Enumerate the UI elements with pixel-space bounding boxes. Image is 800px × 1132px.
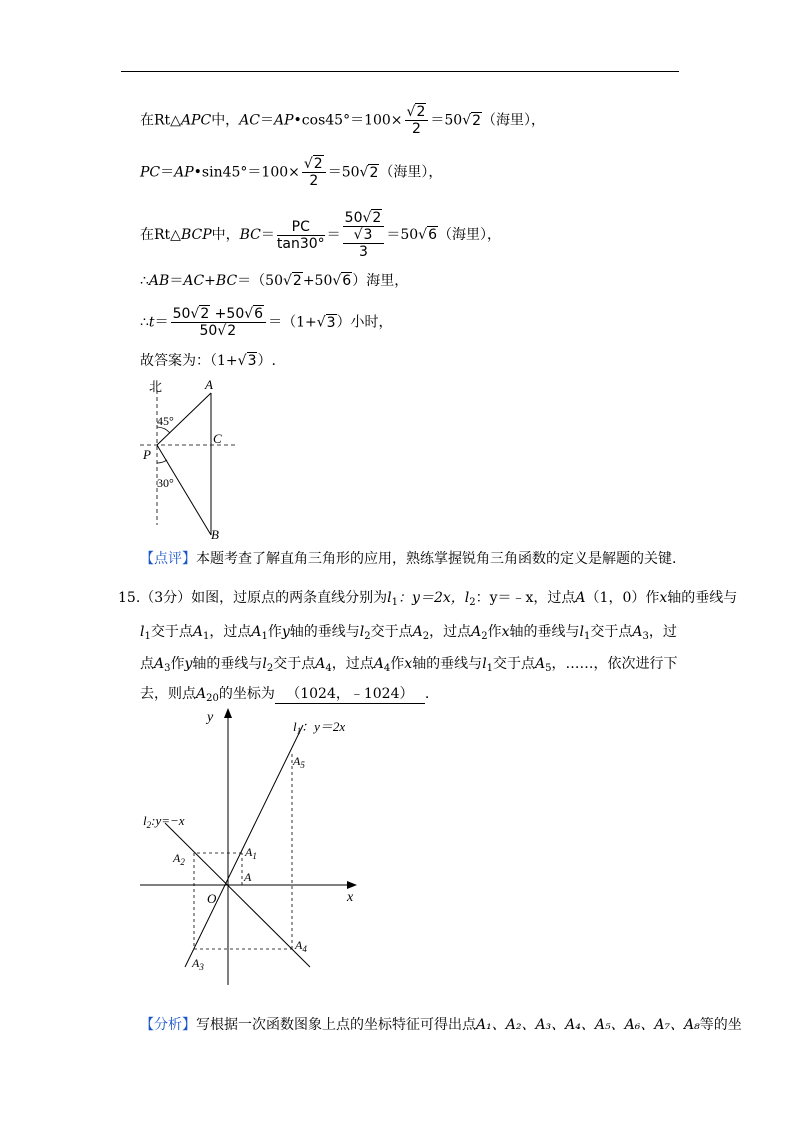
text: 的坐标为 [218,686,275,702]
line-l2 [165,823,310,967]
equation: ：y＝2x， [398,590,465,606]
line-name: l [579,624,585,640]
text: ＝ [326,227,341,243]
radicand: 3 [326,314,336,331]
line-name: l [359,624,365,640]
point: A [196,686,207,702]
text: （1，0）作 [585,590,660,606]
point: A [412,624,423,640]
subscript: 2 [481,631,488,642]
text: ＝（1+ [268,314,317,331]
coefficient: 50 [344,210,363,226]
text: 交于点 [370,624,413,640]
text: 作 [487,624,502,640]
radicand: 2 [200,306,210,322]
text: （海里）， [379,164,443,181]
comment [140,550,676,568]
point: A [315,656,326,672]
point-c-label: C [213,431,222,446]
q15-line-2 [140,623,677,646]
north-label: 北 [149,379,163,394]
text: ，过 [648,624,677,640]
text: 交于点 [150,624,193,640]
subscript: 4 [325,663,332,674]
denominator: 3 [359,244,368,260]
subscript: 1 [144,631,151,642]
angle-arc-30 [157,460,167,463]
bearing-diagram [135,375,245,545]
radicand: 6 [342,273,352,289]
point-a1-label: $A_1$ [245,845,257,861]
radicand: 2 [372,210,382,226]
text: 作 [267,624,282,640]
subscript: 2 [266,663,274,674]
text: ＝50 [327,164,360,181]
therefore-symbol: ∴ [140,273,149,289]
line-name: l [482,656,487,672]
text: •cos45°＝100× [293,112,403,129]
subscript: 4 [383,663,391,674]
segment-pb [157,445,211,535]
text: ，过点 [331,656,374,672]
coordinate-diagram [135,705,375,995]
axis: x [659,590,668,606]
segment: AC [239,112,261,129]
fraction [277,219,325,252]
text: 去，则点 [140,686,196,702]
text: ）小时， [336,314,393,331]
line-name: l [387,590,392,606]
text: ）. [257,353,276,369]
segment: AP [174,164,194,181]
subscript: 20 [206,693,219,704]
point-b-label: B [211,527,219,542]
solution-line-2: PC＝AP•sin45°＝100× $\frac{√2}{2}$ ＝50√2（海里）， [140,156,443,189]
text: + [204,273,216,289]
text: ＝ [154,314,169,331]
fraction: $\frac{√2}{2}$ [302,156,326,189]
point: A [575,590,586,606]
triangle-name: APC [180,112,212,129]
point: A [154,656,165,672]
subscript: 3 [164,663,171,674]
solution-line-4: ∴AB＝AC+BC＝（50√2+50√6）海里， [140,273,409,289]
point: A [535,656,546,672]
text: 在Rt△ [140,227,181,243]
radicand: 3 [247,353,257,369]
denominator: 2 [309,173,319,189]
subscript: 1 [486,663,494,674]
text: . [424,686,430,702]
radicand: 6 [254,306,264,322]
axis: x [501,624,510,640]
point: A [632,624,643,640]
coefficient: +50 [210,306,245,322]
subscript: 5 [545,663,552,674]
radicand: 2 [369,164,379,181]
radicand: 2 [472,112,482,129]
text: •sin45°＝100× [193,164,300,181]
point-a-label: A [205,377,213,392]
point-a3-label: $A_3$ [192,956,204,972]
text: 轴的垂线与 [667,590,738,606]
text: ＝（50 [237,273,283,289]
answer-blank: （1024，﹣1024） [275,685,425,704]
segment: AB [148,273,170,289]
text: 轴的垂线与 [192,656,263,672]
axis: x [404,656,413,672]
segment: BC [215,273,238,289]
text: ＝ [260,112,275,129]
text: ＝ [260,227,275,243]
fraction: $\frac{50√2 +50√6}{50√2}$ [171,306,267,339]
line-name: l [262,656,267,672]
denominator: tan30° [276,235,325,252]
l2-label: $l_2:y=-x$ [143,813,185,830]
subscript: 1 [584,631,591,642]
y-axis-label: y [207,710,214,725]
solution-line-5: ∴t＝ $\frac{50√2 +50√6}{50√2}$ ＝（1+√3）小时， [140,306,393,339]
point: A [251,624,262,640]
point-a4-label: $A_4$ [295,938,307,954]
text: （3分）如图，过原点的两条直线分别为 [140,590,388,606]
subscript: 1 [391,597,399,608]
text: 交于点 [493,656,536,672]
text: 在Rt△ [140,112,181,129]
point: A [471,624,482,640]
text: ＝ [169,273,184,289]
radicand: 3 [363,227,373,243]
comment-tag: 【点评】 [140,551,196,567]
point-a2-label: $A_2$ [173,851,185,867]
subscript: 1 [261,631,268,642]
line-name: l [464,590,470,606]
comment-text: 本题考查了解直角三角形的应用，熟练掌握锐角三角函数的定义是解题的关键. [196,551,677,567]
subscript: 2 [469,597,476,608]
text: ＝50 [430,112,463,129]
radicand: 6 [428,227,437,243]
l1-label: $l_1$：y＝2x [293,719,346,736]
text: ＝ [160,164,175,181]
solution-line-1: 在Rt△APC中，AC＝AP•cos45°＝100× $\frac{√2}{2}$ ＝50√2（海里）， [140,104,546,137]
y-axis-arrow [224,708,232,718]
segment: BC [239,227,261,243]
fraction: $\frac{√2}{2}$ [405,104,429,137]
text: （海里）， [438,227,501,243]
solution-line-6: 故答案为：（1+√3）. [140,353,276,369]
text: ，过点 [209,624,252,640]
segment: PC [140,164,161,181]
solution-line-3: 在Rt△BCP中，BC＝ $\frac{PC}{\tan 30^\circ}$ ＝ 50√2 √3 3 ＝50√6（海里）， [140,210,501,260]
point-p-label: P [143,447,151,462]
angle-label-45: 45° [157,414,174,428]
segment: AP [274,112,294,129]
radicand: 2 [313,156,323,172]
point: A [373,656,384,672]
text: 轴的垂线与 [509,624,580,640]
line-name: l [140,624,145,640]
text: 作 [390,656,405,672]
axis: y [281,624,290,640]
radicand: 2 [292,273,302,289]
text: 中， [211,227,240,243]
text: ）海里， [352,273,409,289]
coefficient: 50 [172,306,191,322]
segment: AC [183,273,205,289]
q15-line-3 [140,655,678,678]
text: ，过点 [429,624,472,640]
radicand: 2 [227,323,237,339]
text: 轴的垂线与 [289,624,360,640]
coefficient: 50 [199,323,218,339]
point-a-label: A [244,870,252,884]
x-axis-arrow [347,881,357,889]
header-rule [121,71,679,72]
subscript: 3 [642,631,649,642]
text: 故答案为：（1+ [140,353,238,369]
denominator: 2 [411,121,421,137]
analysis-text: 写根据一次函数图象上点的坐标特征可得出点 [196,1017,476,1033]
text: 轴的垂线与 [412,656,483,672]
question-number: 15. [118,590,141,606]
text: ，……，依次进行下 [551,656,678,672]
angle-label-30: 30° [157,476,174,490]
subscript: 2 [364,631,371,642]
text: （海里）， [482,112,546,129]
analysis-points: A₁、A₂、A₃、A₄、A₅、A₆、A₇、A₈ [476,1017,700,1033]
text: ＝50 [386,227,419,243]
analysis-tail: 等的坐 [699,1017,742,1033]
triangle-name: BCP [180,227,212,243]
analysis-tag: 【分析】 [140,1017,196,1033]
analysis [140,1016,742,1034]
numerator: PC [277,219,325,236]
equation: ：y＝﹣x，过点 [475,590,576,606]
x-axis-label: x [347,890,354,905]
therefore-symbol: ∴ [140,314,149,331]
subscript: 1 [202,631,210,642]
variable: t [148,314,155,331]
complex-fraction: 50√2 √3 3 [343,210,385,260]
text: 作 [170,656,185,672]
q15-line-1 [118,589,737,612]
subscript: 2 [422,631,430,642]
text: 中， [211,112,240,129]
axis: y [184,656,193,672]
text: 点 [140,656,154,672]
point: A [192,624,203,640]
point-a5-label: $A_5$ [293,754,305,770]
text: 交于点 [273,656,316,672]
line-l1 [185,725,303,967]
radicand: 2 [416,104,426,120]
origin-label: O [207,891,217,906]
text: +50 [302,273,333,289]
text: 交于点 [590,624,633,640]
